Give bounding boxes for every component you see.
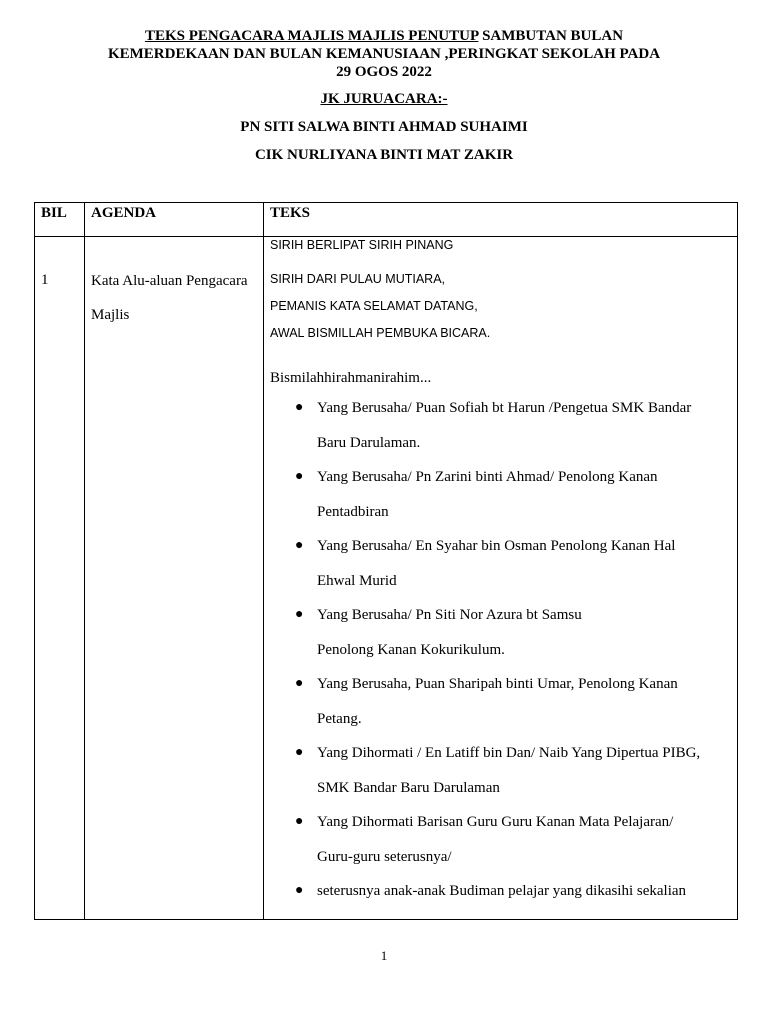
bullet-icon: ● [295,400,304,415]
title-rest-part: SAMBUTAN BULAN [478,28,624,44]
list-item-line: Penolong Kanan Kokurikulum. [317,641,505,658]
list-item [270,874,732,909]
list-item-line: seterusnya anak-anak Budiman pelajar yang dikasihi sekalian [317,883,687,899]
column-divider-2 [263,202,264,920]
list-item [270,460,732,529]
list-item-line: Yang Dihormati Barisan Guru Guru Kanan Mata Pelajaran/ [317,814,674,830]
list-item-line: Yang Berusaha, Puan Sharipah binti Umar, Penolong Kanan [317,676,678,692]
pantun-line: AWAL BISMILLAH PEMBUKA BICARA. [270,326,491,340]
list-item-line: SMK Bandar Baru Darulaman [317,779,500,796]
document-title-line-2: KEMERDEKAAN DAN BULAN KEMANUSIAAN ,PERINGKAT SEKOLAH PADA [107,46,661,62]
list-item [270,667,732,736]
agenda-cell [91,264,259,332]
list-item [270,391,732,460]
bullet-icon: ● [295,883,304,898]
list-item-line: Pentadbiran [317,503,389,520]
list-item [270,736,732,805]
list-item-line: Petang. [317,710,362,727]
list-item-line: Yang Berusaha/ Pn Siti Nor Azura bt Samsu [317,607,582,623]
greeting-list [270,391,732,909]
pantun-line: SIRIH DARI PULAU MUTIARA, [270,272,446,286]
bullet-icon: ● [295,607,304,622]
header-bil: BIL [41,205,67,221]
title-underlined-part: TEKS PENGACARA MAJLIS MAJLIS PENUTUP [144,28,479,44]
header-divider [34,236,738,237]
bullet-icon: ● [295,469,304,484]
bullet-icon: ● [295,676,304,691]
page-number: 1 [380,948,388,963]
list-item-line: Yang Berusaha/ Pn Zarini binti Ahmad/ Penolong Kanan [317,469,658,485]
bullet-icon: ● [295,538,304,553]
committee-label: JK JURUACARA:- [320,91,448,107]
presenter-name-2: CIK NURLIYANA BINTI MAT ZAKIR [254,147,514,163]
header-teks: TEKS [270,205,311,221]
row-number: 1 [41,272,49,288]
list-item [270,805,732,874]
agenda-table [34,202,738,920]
bullet-icon: ● [295,745,304,760]
list-item-line: Yang Berusaha/ Puan Sofiah bt Harun /Pengetua SMK Bandar [317,400,692,416]
list-item [270,598,732,667]
presenter-name-1: PN SITI SALWA BINTI AHMAD SUHAIMI [240,119,528,135]
opening-greeting: Bismilahhirahmanirahim... [270,370,432,386]
pantun-line: SIRIH BERLIPAT SIRIH PINANG [270,238,454,252]
pantun-verse [270,239,732,347]
document-date: 29 OGOS 2022 [336,64,432,80]
list-item-line: Ehwal Murid [317,572,397,589]
bullet-icon: ● [295,814,304,829]
list-item-line: Baru Darulaman. [317,434,421,451]
header-agenda: AGENDA [91,205,157,221]
list-item-line: Yang Berusaha/ En Syahar bin Osman Penolong Kanan Hal [317,538,676,554]
teks-cell [270,239,732,909]
pantun-line: PEMANIS KATA SELAMAT DATANG, [270,299,478,313]
column-divider-1 [84,202,85,920]
document-title-line-1 [0,28,768,45]
agenda-line-1: Kata Alu-aluan Pengacara [91,273,248,289]
agenda-line-2: Majlis [91,307,130,323]
list-item [270,529,732,598]
list-item-line: Yang Dihormati / En Latiff bin Dan/ Naib Yang Dipertua PIBG, [317,745,701,761]
list-item-line: Guru-guru seterusnya/ [317,848,452,865]
